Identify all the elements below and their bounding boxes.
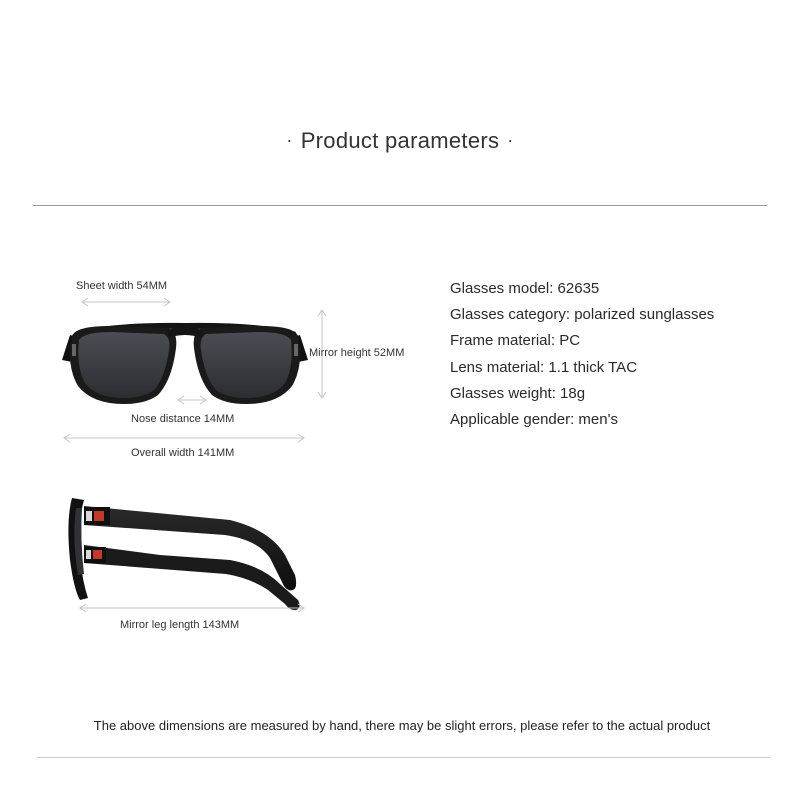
spec-lens-material: Lens material: 1.1 thick TAC xyxy=(450,358,638,376)
sheet-width-label: Sheet width 54MM xyxy=(76,280,168,292)
spec-glasses-weight: Glasses weight: 18g xyxy=(450,384,586,402)
leg-length-arrow xyxy=(80,604,304,612)
sunglasses-front-icon xyxy=(62,323,308,404)
measurement-disclaimer: The above dimensions are measured by hand, there may be slight errors, please refer to the actual product xyxy=(93,718,711,733)
spec-frame-material: Frame material: PC xyxy=(450,332,581,350)
overall-width-arrow xyxy=(64,434,304,442)
title-dot-right: · xyxy=(507,130,514,150)
nose-distance-label: Nose distance 14MM xyxy=(131,413,235,425)
spec-list xyxy=(450,278,714,435)
spec-glasses-category: Glasses category: polarized sunglasses xyxy=(450,306,715,324)
sunglasses-side-icon xyxy=(68,498,299,610)
leg-length-label: Mirror leg length 143MM xyxy=(120,619,240,631)
mirror-height-label: Mirror height 52MM xyxy=(309,347,405,359)
title-text: Product parameters xyxy=(300,128,500,153)
footer-divider xyxy=(37,757,770,758)
overall-width-label: Overall width 141MM xyxy=(131,447,235,459)
spec-glasses-model: Glasses model: 62635 xyxy=(450,280,600,297)
sheet-width-arrow xyxy=(82,298,170,306)
nose-distance-arrow xyxy=(178,396,206,404)
title-dot-left: · xyxy=(286,130,293,150)
spec-applicable-gender: Applicable gender: men's xyxy=(450,410,618,428)
